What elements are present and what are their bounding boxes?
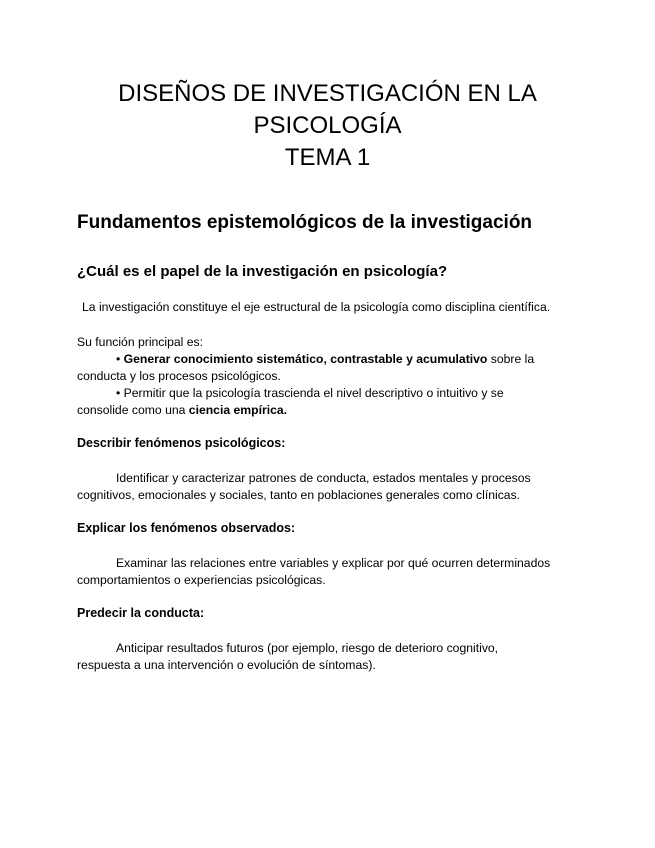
- function-label: Su función principal es:: [77, 335, 204, 349]
- bullet-2-bold: ciencia empírica.: [188, 403, 288, 417]
- bullet-item-1: [77, 351, 567, 385]
- title-line-2: PSICOLOGÍA: [253, 112, 402, 139]
- predict-body: Anticipar resultados futuros (por ejemplo, riesgo de deterioro cognitivo, respuesta a una intervención o evolución de síntomas).: [77, 641, 499, 672]
- document-title: [0, 78, 655, 174]
- bullet-item-2: [77, 385, 547, 419]
- question-heading: ¿Cuál es el papel de la investigación en psicología?: [77, 263, 448, 280]
- section-heading: Fundamentos epistemológicos de la investigación: [77, 212, 533, 233]
- bullet-1-prefix: •: [116, 352, 124, 366]
- intro-paragraph: La investigación constituye el eje estructural de la psicología como disciplina científica.: [82, 300, 551, 314]
- title-line-3: TEMA 1: [284, 144, 371, 171]
- describe-heading: Describir fenómenos psicológicos:: [77, 436, 286, 450]
- predict-heading: Predecir la conducta:: [77, 606, 205, 620]
- describe-body: Identificar y caracterizar patrones de conducta, estados mentales y procesos cognitivos, emocionales y sociales, tanto en poblaciones generales como clínicas.: [77, 471, 531, 502]
- explain-body: Examinar las relaciones entre variables y explicar por qué ocurren determinados comportamientos o experiencias psicológicas.: [77, 556, 551, 587]
- bullet-1-bold: Generar conocimiento sistemático, contrastable y acumulativo: [123, 352, 488, 366]
- bullet-2-prefix: • Permitir que la psicología trascienda el nivel descriptivo o intuitivo y se consolide como una: [77, 386, 504, 417]
- explain-heading: Explicar los fenómenos observados:: [77, 521, 296, 535]
- bullet-1-rest: sobre la conducta y los procesos psicológicos.: [77, 352, 535, 383]
- title-line-1: DISEÑOS DE INVESTIGACIÓN EN LA: [118, 80, 537, 107]
